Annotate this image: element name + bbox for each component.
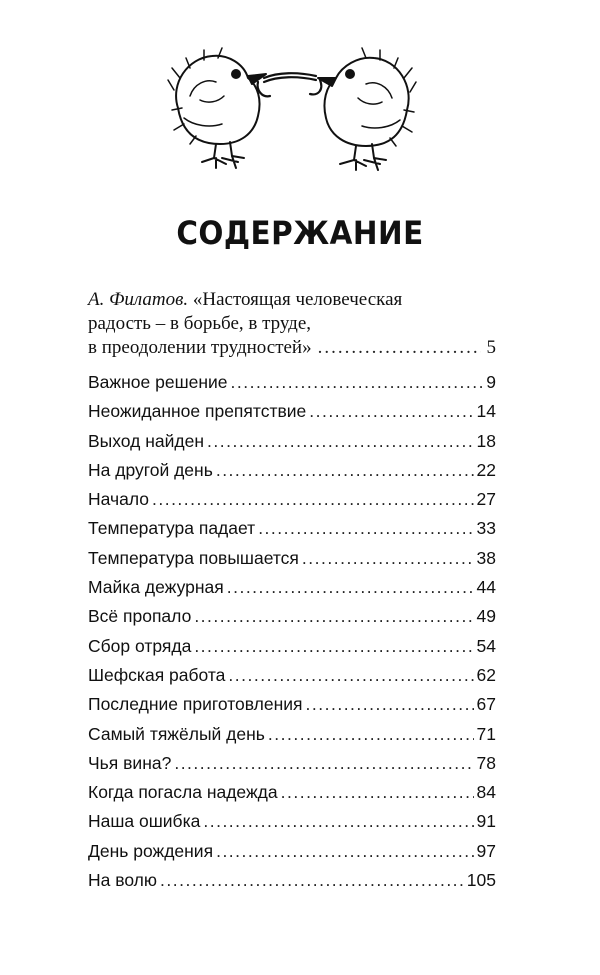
dot-leader	[281, 778, 474, 807]
toc-entry-page: 38	[476, 547, 496, 568]
dot-leader	[228, 661, 473, 690]
toc-entry[interactable]	[88, 544, 496, 573]
toc-entry[interactable]	[88, 368, 496, 397]
toc-entry-title: Последние приготовления	[88, 694, 303, 715]
intro-entry[interactable]	[88, 288, 496, 360]
dot-leader	[302, 544, 474, 573]
toc-entry-page: 91	[476, 811, 496, 832]
toc-entry[interactable]	[88, 427, 496, 456]
toc-entry-page: 49	[476, 606, 496, 627]
toc-entry-title: Важное решение	[88, 372, 228, 392]
toc-entry-title: Всё пропало	[88, 606, 192, 627]
toc-entry-page: 27	[476, 489, 496, 510]
table-of-contents	[88, 368, 496, 895]
toc-entry-title: Самый тяжёлый день	[88, 723, 265, 744]
toc-entry[interactable]	[88, 661, 496, 690]
toc-entry-title: Начало	[88, 489, 149, 510]
intro-line-3	[88, 336, 496, 360]
toc-entry-title: Майка дежурная	[88, 577, 224, 598]
intro-line-1	[88, 288, 496, 312]
toc-entry[interactable]	[88, 866, 496, 895]
intro-page-number: 5	[486, 337, 496, 358]
toc-entry[interactable]	[88, 837, 496, 866]
toc-entry[interactable]	[88, 456, 496, 485]
toc-entry-title: На волю	[88, 870, 158, 891]
worm-drawing	[264, 73, 316, 82]
toc-entry[interactable]	[88, 485, 496, 514]
intro-quote-1: «Настоящая человеческая	[192, 289, 403, 310]
dot-leader	[203, 807, 473, 836]
toc-entry-title: Наша ошибка	[88, 811, 201, 832]
dot-leader	[152, 485, 474, 514]
left-chick-drawing	[168, 48, 266, 168]
dot-leader	[306, 690, 474, 719]
toc-entry-page: 14	[476, 401, 496, 422]
intro-quote-3: в преодолении трудностей»	[88, 337, 312, 358]
page-title: СОДЕРЖАНИЕ	[176, 214, 424, 252]
dot-leader	[194, 602, 473, 631]
dot-leader	[216, 456, 474, 485]
toc-entry[interactable]	[88, 778, 496, 807]
toc-entry-page: 22	[476, 459, 496, 480]
toc-entry-title: Температура падает	[88, 518, 256, 539]
dot-leader	[160, 866, 464, 895]
dot-leader	[318, 336, 481, 360]
toc-entry-page: 97	[476, 840, 496, 861]
toc-entry-title: День рождения	[88, 840, 214, 861]
dot-leader	[194, 632, 473, 661]
toc-entry[interactable]	[88, 397, 496, 426]
toc-entry-title: Выход найден	[88, 430, 205, 451]
toc-entry-page: 18	[476, 430, 496, 451]
toc-entry-page: 71	[476, 723, 496, 744]
toc-entry-title: На другой день	[88, 459, 213, 480]
dot-leader	[258, 514, 473, 543]
toc-entry[interactable]	[88, 690, 496, 719]
intro-author: А. Филатов.	[88, 289, 189, 310]
toc-entry-title: Чья вина?	[88, 752, 172, 773]
dot-leader	[309, 397, 473, 426]
toc-entry-title: Сбор отряда	[88, 635, 192, 656]
toc-entry-page: 44	[476, 577, 496, 598]
toc-entry-page: 54	[476, 635, 496, 656]
toc-entry-title: Температура повышается	[88, 547, 299, 568]
dot-leader	[216, 837, 473, 866]
right-chick-drawing	[318, 48, 416, 170]
toc-entry-title: Неожиданное препятствие	[88, 401, 307, 422]
toc-entry-page: 9	[486, 372, 496, 392]
chicks-illustration	[160, 38, 425, 178]
dot-leader	[231, 368, 484, 397]
toc-entry-page: 62	[476, 664, 496, 685]
dot-leader	[268, 720, 474, 749]
intro-line-2: радость – в борьбе, в труде,	[88, 313, 312, 334]
toc-entry-page: 33	[476, 518, 496, 539]
toc-entry[interactable]	[88, 602, 496, 631]
toc-entry-page: 84	[476, 782, 496, 803]
toc-entry-title: Когда погасла надежда	[88, 782, 278, 803]
dot-leader	[227, 573, 474, 602]
toc-entry[interactable]	[88, 573, 496, 602]
dot-leader	[207, 427, 474, 456]
toc-entry[interactable]	[88, 807, 496, 836]
toc-entry-page: 67	[476, 694, 496, 715]
toc-entry-title: Шефская работа	[88, 664, 226, 685]
toc-entry[interactable]	[88, 720, 496, 749]
toc-entry-page: 105	[466, 870, 496, 891]
dot-leader	[174, 749, 473, 778]
toc-entry[interactable]	[88, 632, 496, 661]
toc-entry-page: 78	[476, 752, 496, 773]
toc-entry[interactable]	[88, 749, 496, 778]
toc-entry[interactable]	[88, 514, 496, 543]
